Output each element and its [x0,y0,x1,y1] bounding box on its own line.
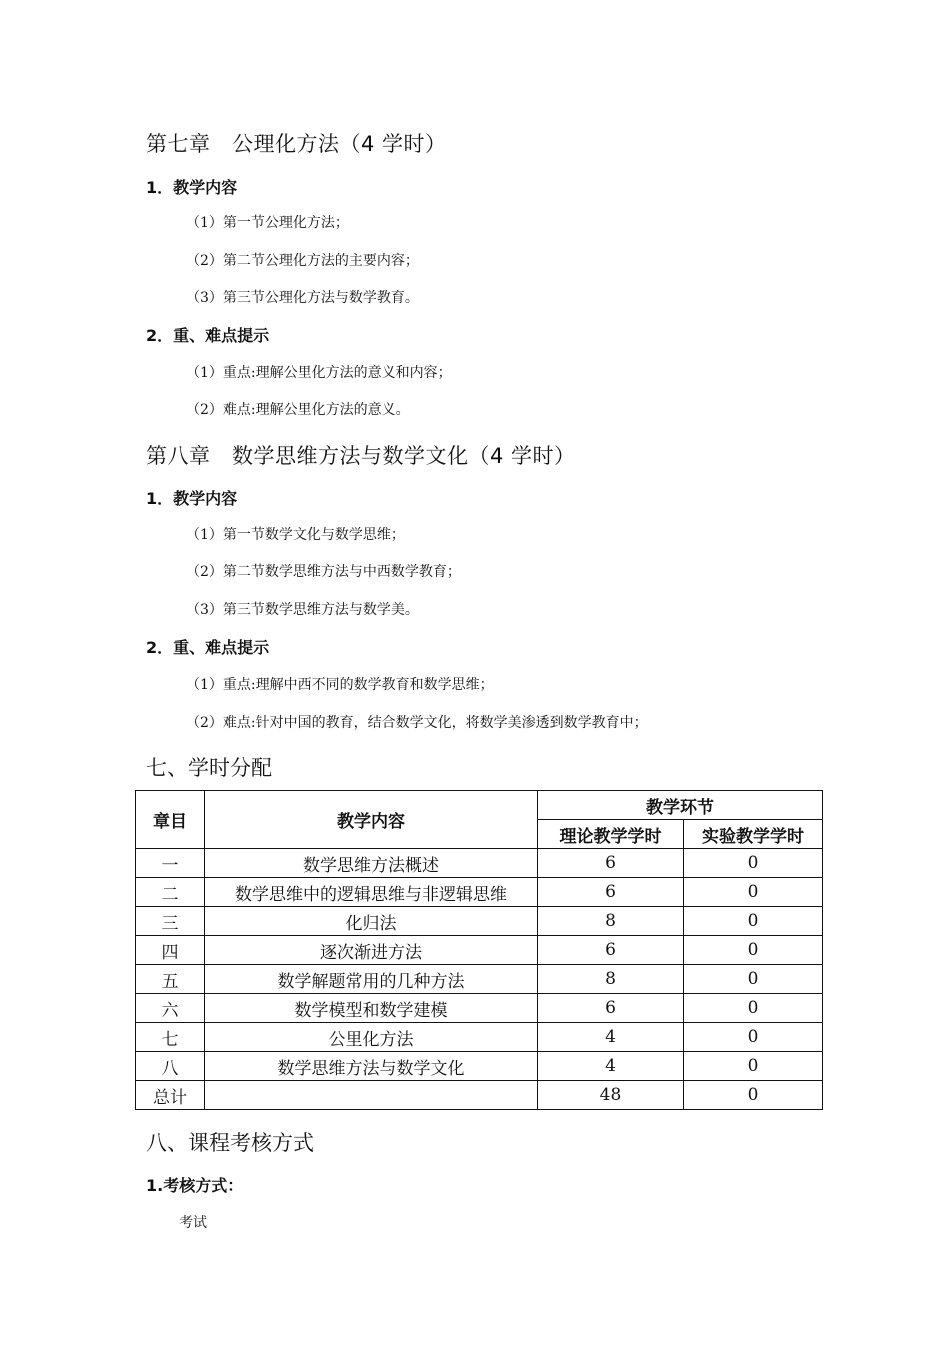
header-theory-hours: 理论教学学时 [538,820,684,849]
chapter-7-key-item: （2）难点:理解公里化方法的意义。 [186,402,410,418]
cell-content: 数学思维方法概述 [205,849,538,878]
cell-total-content [205,1081,538,1110]
chapter-8-key-item: （1）重点:理解中西不同的数学教育和数学思维； [186,677,494,693]
table-row [136,994,823,1023]
assessment-section-title: 八、课程考核方式 [146,1131,314,1155]
chapter-7-key-item: （1）重点:理解公里化方法的意义和内容； [186,365,452,381]
cell-content: 数学解题常用的几种方法 [205,965,538,994]
chapter-7-content-item: （2）第二节公理化方法的主要内容； [186,253,419,269]
cell-chapter: 四 [136,936,205,965]
chapter-7-content-item: （1）第一节公理化方法； [186,215,349,231]
table-row [136,965,823,994]
header-content: 教学内容 [205,791,538,849]
chapter-8-content-item: （1）第一节数学文化与数学思维； [186,527,405,543]
cell-total-theory: 48 [538,1081,684,1110]
cell-content: 数学模型和数学建模 [205,994,538,1023]
cell-total-lab: 0 [684,1081,823,1110]
cell-theory: 4 [538,1052,684,1081]
chapter-8-key-item: （2）难点:针对中国的教育，结合数学文化，将数学美渗透到数学教育中； [186,715,648,731]
cell-chapter: 三 [136,907,205,936]
table-row [136,849,823,878]
cell-lab: 0 [684,849,823,878]
cell-chapter: 七 [136,1023,205,1052]
cell-theory: 6 [538,849,684,878]
hours-allocation-table [135,790,823,1110]
chapter-8-title: 第八章 数学思维方法与数学文化（4 学时） [146,444,576,468]
header-teaching-stage: 教学环节 [538,791,823,820]
cell-content: 数学思维中的逻辑思维与非逻辑思维 [205,878,538,907]
cell-chapter: 一 [136,849,205,878]
cell-lab: 0 [684,1052,823,1081]
cell-content: 逐次渐进方法 [205,936,538,965]
table-row [136,907,823,936]
cell-lab: 0 [684,965,823,994]
cell-total-label: 总计 [136,1081,205,1110]
chapter-7-key-heading: 2．重、难点提示 [146,326,270,345]
cell-theory: 6 [538,936,684,965]
cell-theory: 8 [538,907,684,936]
table-row [136,1052,823,1081]
chapter-7-title: 第七章 公理化方法（4 学时） [146,132,447,156]
cell-chapter: 五 [136,965,205,994]
chapter-7-content-item: （3）第三节公理化方法与数学教育。 [186,290,419,306]
table-row [136,878,823,907]
cell-lab: 0 [684,936,823,965]
cell-chapter: 六 [136,994,205,1023]
table-row [136,936,823,965]
chapter-8-content-heading: 1．教学内容 [146,489,238,508]
cell-content: 数学思维方法与数学文化 [205,1052,538,1081]
cell-lab: 0 [684,1023,823,1052]
cell-theory: 8 [538,965,684,994]
cell-theory: 6 [538,994,684,1023]
cell-theory: 4 [538,1023,684,1052]
table-total-row [136,1081,823,1110]
cell-lab: 0 [684,994,823,1023]
header-chapter: 章目 [136,791,205,849]
cell-lab: 0 [684,878,823,907]
table-row [136,1023,823,1052]
chapter-8-content-item: （2）第二节数学思维方法与中西数学教育； [186,564,461,580]
header-lab-hours: 实验教学学时 [684,820,823,849]
cell-chapter: 八 [136,1052,205,1081]
hours-section-title: 七、学时分配 [146,756,272,780]
cell-lab: 0 [684,907,823,936]
assessment-method-heading: 1.考核方式： [146,1176,244,1195]
chapter-7-content-heading: 1．教学内容 [146,178,238,197]
cell-theory: 6 [538,878,684,907]
cell-content: 化归法 [205,907,538,936]
chapter-8-content-item: （3）第三节数学思维方法与数学美。 [186,602,419,618]
cell-chapter: 二 [136,878,205,907]
cell-content: 公里化方法 [205,1023,538,1052]
chapter-8-key-heading: 2．重、难点提示 [146,638,270,657]
assessment-method-value: 考试 [179,1215,207,1231]
